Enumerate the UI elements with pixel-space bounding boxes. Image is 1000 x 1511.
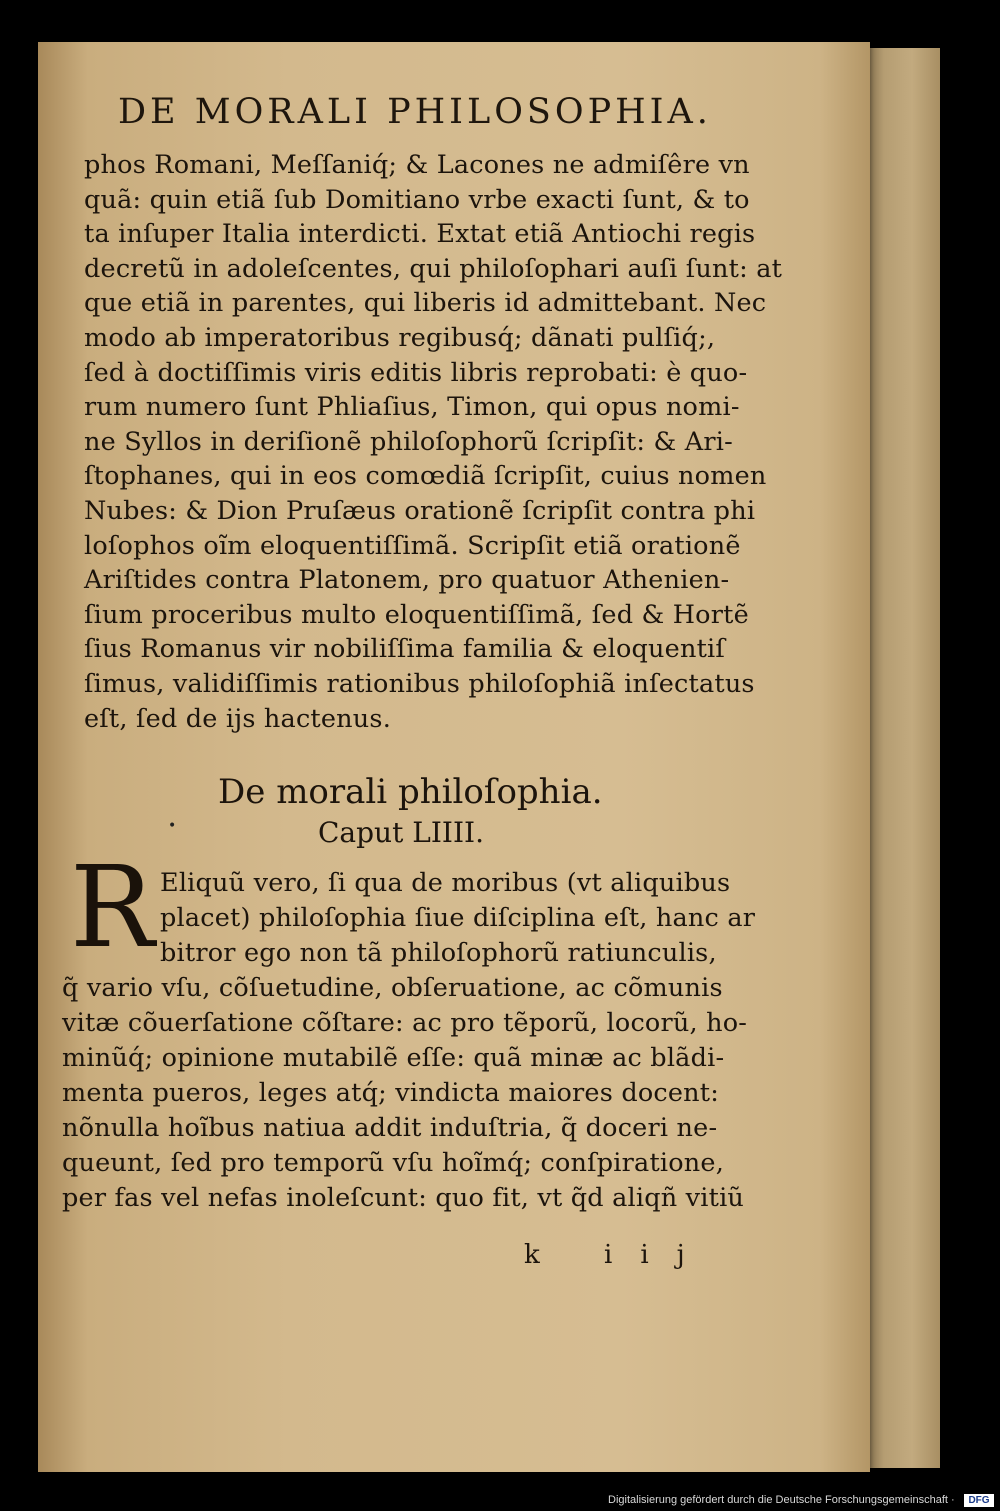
text-line: phos Romani, Meſſaniq́; & Lacones ne admiſêre vn <box>84 150 750 180</box>
signature-mark: k iij <box>524 1240 713 1270</box>
dfg-logo-icon: DFG <box>964 1494 994 1507</box>
text-line: per fas vel nefas inoleſcunt: quo fit, vt q̃d aliqñ vitiũ <box>62 1183 745 1213</box>
text-line: loſophos oĩm eloquentiſſimã. Scripſit etiã orationẽ <box>84 530 741 561</box>
text-line: bitror ego non tã philoſophorũ ratiunculis, <box>160 938 717 968</box>
text-line: Ariſtides contra Platonem, pro quatuor Athenien- <box>84 565 730 596</box>
text-line: queunt, ſed pro temporũ vſu hoĩmq́; conſpiratione, <box>62 1148 725 1178</box>
chapter-heading: De morali philoſophia. <box>218 772 603 812</box>
text-line: vitæ cõuerſatione cõſtare: ac pro tẽporũ, locorũ, ho- <box>62 1008 748 1038</box>
drop-cap: R <box>70 843 155 973</box>
text-line: nõnulla hoĩbus natiua addit induſtria, q̃ doceri ne- <box>62 1113 718 1143</box>
text-line: modo ab imperatoribus regibusq́; dãnati pulſiq́;, <box>84 323 716 353</box>
chapter-number: Caput LIIII. <box>318 816 484 849</box>
text-line: eſt, ſed de ijs hactenus. <box>84 703 392 734</box>
text-line: ta inſuper Italia interdicti. Extat etiã Antiochi regis <box>84 219 756 250</box>
text-line: q̃ vario vſu, cõſuetudine, obſeruatione, ac cõmunis <box>62 973 723 1003</box>
running-head: DE MORALI PHILOSOPHIA. <box>118 92 712 132</box>
text-line: menta pueros, leges atq́; vindicta maiores docent: <box>62 1078 720 1108</box>
text-line: Eliquũ vero, ſi qua de moribus (vt aliquibus <box>160 868 731 898</box>
text-line: ne Syllos in deriſionẽ philoſophorũ ſcripſit: & Ari- <box>84 426 733 457</box>
text-line: ſius Romanus vir nobiliſſima familia & eloquentiſ <box>84 634 726 665</box>
text-line: ſed à doctiſſimis viris editis libris reprobati: è quo- <box>84 357 748 388</box>
text-line: minũq́; opinione mutabilẽ eſſe: quã minæ ac blãdi- <box>62 1043 725 1073</box>
text-line: ſium proceribus multo eloquentiſſimã, ſed & Hortẽ <box>84 599 749 630</box>
text-line: quã: quin etiã ſub Domitiano vrbe exacti ſunt, & to <box>84 184 750 215</box>
text-line: ſtophanes, qui in eos comœdiã ſcripſit, cuius nomen <box>84 461 767 492</box>
page-edge <box>870 48 940 1468</box>
text-line: ſimus, validiſſimis rationibus philoſophiã inſectatus <box>84 669 755 699</box>
text-line: rum numero ſunt Phliaſius, Timon, qui opus nomi- <box>84 392 740 423</box>
text-line: decretũ in adoleſcentes, qui philoſophari auſi ſunt: at <box>84 253 783 284</box>
decorative-dot-icon: • <box>168 818 177 834</box>
text-line: placet) philoſophia ſiue diſciplina eſt, hanc ar <box>160 903 756 933</box>
text-line: que etiã in parentes, qui liberis id admittebant. Nec <box>84 288 767 319</box>
footer-credit: Digitalisierung gefördert durch die Deutsche Forschungsgemeinschaft · <box>608 1494 955 1506</box>
text-line: Nubes: & Dion Pruſæus orationẽ ſcripſit contra phi <box>84 496 756 526</box>
